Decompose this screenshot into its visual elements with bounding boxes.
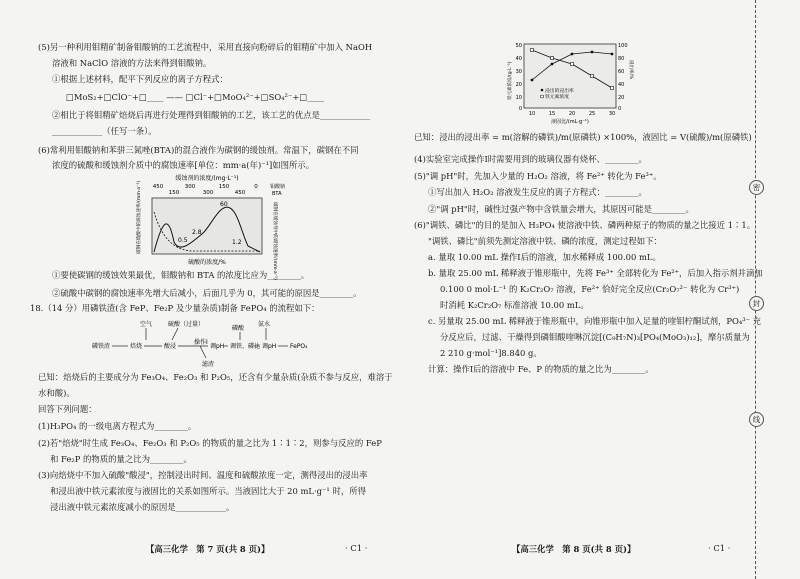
process-flow xyxy=(90,316,340,370)
svg-text:调pH: 调pH xyxy=(210,343,225,350)
text-line: 已知：浸出的浸出率 = m(溶解的磷铁)/m(原磷铁) ×100%，液固比 = V(硫酸)/m(原磷铁) xyxy=(414,132,752,142)
equation-line: □MoS₂+□ClO⁻+□____ —— □Cl⁻+□MoO₄²⁻+□SO₄²⁻+□____ xyxy=(66,92,325,102)
text-line: 水和酸)。 xyxy=(38,388,75,398)
svg-text:300: 300 xyxy=(184,184,196,190)
svg-text:20: 20 xyxy=(618,95,625,101)
svg-text:空气: 空气 xyxy=(140,321,153,328)
svg-text:铁元素浓度/(g·L⁻¹): 铁元素浓度/(g·L⁻¹) xyxy=(508,61,513,100)
text-line: 和 Fe₂P 的物质的量之比为________。 xyxy=(50,454,192,464)
svg-text:50: 50 xyxy=(515,43,522,49)
legend-item: 铁元素浓度 xyxy=(545,95,569,100)
svg-text:滤渣: 滤渣 xyxy=(202,361,215,368)
text-line: 分反应后，过滤、干燥得到磷钼酸喹啉沉淀[(C₉H₇N)₃[PO₄(MoO₃)₁₂]，摩尔质量为 xyxy=(440,332,750,342)
svg-text:调铁、磷比: 调铁、磷比 xyxy=(230,343,261,350)
text-line: (6)"调铁、磷比"的目的是加入 H₃PO₄ 使溶液中铁、磷两种原子的物质的量之比接近 1∶1。 xyxy=(414,220,756,230)
page-code: · C1 · xyxy=(345,543,368,553)
svg-text:浸出率/%: 浸出率/% xyxy=(628,60,633,80)
svg-text:操作Ⅰ: 操作Ⅰ xyxy=(194,339,208,346)
question-18: 18.（14 分）用磷铁渣(含 FeP、Fe₂P 及少量杂质)制备 FePO₄ 的流程如下： xyxy=(30,303,320,313)
svg-text:150: 150 xyxy=(168,190,180,196)
svg-text:300: 300 xyxy=(202,190,214,196)
svg-text:FePO₄: FePO₄ xyxy=(290,343,308,350)
peak-label: 0.5 xyxy=(178,237,188,244)
page-code: · C1 · xyxy=(708,543,731,553)
svg-text:15: 15 xyxy=(548,111,556,117)
svg-text:30: 30 xyxy=(608,111,616,117)
svg-text:10: 10 xyxy=(515,95,522,101)
svg-text:硫酸的浓度/%: 硫酸的浓度/% xyxy=(188,259,226,266)
svg-text:40: 40 xyxy=(515,56,522,62)
svg-text:磷铁渣: 磷铁渣 xyxy=(92,343,111,350)
svg-text:液固比/(mL·g⁻¹): 液固比/(mL·g⁻¹) xyxy=(551,119,589,125)
svg-text:10: 10 xyxy=(528,111,536,117)
svg-text:80: 80 xyxy=(618,56,625,62)
text-line: (5)"调 pH"时，先加入少量的 H₂O₂ 溶液，将 Fe²⁺ 转化为 Fe³⁺。 xyxy=(414,171,662,181)
svg-text:150: 150 xyxy=(218,184,230,190)
text-line: ①根据上述材料，配平下列反应的离子方程式： xyxy=(52,74,228,84)
svg-text:酸浸: 酸浸 xyxy=(164,343,177,350)
text-line: (1)H₃PO₄ 的一级电离方程式为________。 xyxy=(38,421,197,431)
page-7 xyxy=(0,0,395,579)
svg-text:磷酸: 磷酸 xyxy=(232,325,245,332)
text-line: ②相比于将钼精矿焙烧后再进行处理得到钼酸钠的工艺，该工艺的优点是____________ xyxy=(52,110,371,120)
text-line: (5)另一种利用钼精矿制备钼酸钠的工艺流程中，采用直接向粉碎后的钼精矿中加入 NaOH xyxy=(38,42,373,52)
text-line: b. 量取 25.00 mL 稀释液于锥形瓶中，先将 Fe³⁺ 全部转化为 Fe²⁺，后加入指示剂并滴加 xyxy=(428,268,763,278)
text-line: 浓度的硫酸和缓蚀剂介质中的腐蚀速率[单位：mm·a(年)⁻¹]如图所示。 xyxy=(52,160,315,170)
text-line: 浸出液中铁元素浓度减小的原因是____________。 xyxy=(50,502,235,512)
svg-text:0: 0 xyxy=(254,184,258,190)
chart-top-title: 缓蚀剂的浓度/(mg·L⁻¹) xyxy=(175,175,239,182)
seal-line xyxy=(755,0,756,579)
text-line: c. 另量取 25.00 mL 稀释液于锥形瓶中，向锥形瓶中加入足量的喹钼柠酮试剂，PO₄³⁻ 充 xyxy=(428,316,762,326)
svg-text:调pH: 调pH xyxy=(262,343,277,350)
text-line: 溶液和 NaClO 溶液的方法来得到钼酸钠。 xyxy=(52,58,212,68)
svg-text:焙烧: 焙烧 xyxy=(130,343,143,350)
page-8 xyxy=(400,0,763,579)
page-footer: 【高三化学 第 7 页(共 8 页)】 xyxy=(146,544,270,554)
text-line: a. 量取 10.00 mL 操作Ⅰ后的溶液，加水稀释成 100.00 mL。 xyxy=(428,252,661,262)
seal-mark: 线 xyxy=(749,412,764,427)
svg-text:450: 450 xyxy=(234,190,246,196)
leach-chart xyxy=(506,40,636,126)
peak-label: 60 xyxy=(220,201,228,208)
svg-text:25: 25 xyxy=(588,111,596,117)
svg-text:钼酸钠: 钼酸钠 xyxy=(270,184,286,190)
seal-mark: 密 xyxy=(749,180,764,195)
text-line: 计算：操作Ⅰ后的溶液中 Fe、P 的物质的量之比为________。 xyxy=(428,364,654,374)
text-line: 已知：焙烧后的主要成分为 Fe₃O₄、Fe₂O₃ 和 P₂O₅，还含有少量杂质(杂质不参与反应，难溶于 xyxy=(38,372,393,382)
svg-text:氨水: 氨水 xyxy=(258,321,271,328)
svg-text:硫酸（过量）: 硫酸（过量） xyxy=(168,321,205,328)
svg-text:30: 30 xyxy=(515,69,522,75)
text-line: 2 210 g·mol⁻¹]8.840 g。 xyxy=(440,348,542,358)
legend-item: 浸出的浸出率 xyxy=(545,89,574,94)
peak-label: 1.2 xyxy=(232,239,242,246)
text-line: 和浸出液中铁元素浓度与液固比的关系如图所示。当液固比大于 20 mL·g⁻¹ 时，所得 xyxy=(50,486,366,496)
svg-text:450: 450 xyxy=(152,184,164,190)
text-line: ____________（任写一条）。 xyxy=(52,126,157,136)
svg-text:20: 20 xyxy=(515,82,522,88)
svg-text:BTA: BTA xyxy=(272,191,282,197)
page-footer: 【高三化学 第 8 页(共 8 页)】 xyxy=(512,544,636,554)
svg-text:碳钢在缓蚀剂中的腐蚀速率/(mm·a⁻¹): 碳钢在缓蚀剂中的腐蚀速率/(mm·a⁻¹) xyxy=(272,202,277,280)
svg-text:20: 20 xyxy=(568,111,576,117)
text-line: "调铁、磷比"前须先测定溶液中铁、磷的浓度，测定过程如下： xyxy=(428,236,662,246)
text-line: (2)若"焙烧"时生成 Fe₃O₄、Fe₂O₃ 和 P₂O₅ 的物质的量之比为 1∶1∶2，则参与反应的 FeP xyxy=(38,438,382,448)
text-line: 0.100 0 mol·L⁻¹ 的 K₂Cr₂O₇ 溶液，Fe²⁺ 恰好完全反应(Cr₂O₇²⁻ 转化为 Cr³⁺) xyxy=(440,284,740,294)
peak-label: 2.8 xyxy=(192,229,202,236)
svg-text:40: 40 xyxy=(618,82,625,88)
text-line: ①写出加入 H₂O₂ 溶液发生反应的离子方程式：________。 xyxy=(428,187,647,197)
text-line: (6)常利用钼酸钠和苯骈三氮唑(BTA)的混合液作为碳钢的缓蚀剂。常温下，碳钢在不同 xyxy=(38,145,359,155)
svg-text:60: 60 xyxy=(618,69,625,75)
text-line: ②"调 pH"时，碱性过强产物中含铁量会增大，其原因可能是________。 xyxy=(428,204,694,214)
svg-text:碳钢在硫酸中的腐蚀速率/(mm·a⁻¹): 碳钢在硫酸中的腐蚀速率/(mm·a⁻¹) xyxy=(137,180,142,254)
svg-text:0: 0 xyxy=(518,106,522,112)
text-line: 时消耗 K₂Cr₂O₇ 标准溶液 10.00 mL。 xyxy=(440,300,589,310)
text-line: 回答下列问题： xyxy=(38,404,97,414)
seal-mark: 封 xyxy=(749,296,764,311)
text-line: ①要使碳钢的缓蚀效果最优，钼酸钠和 BTA 的浓度比应为________。 xyxy=(52,270,310,280)
text-line: (3)向焙烧中不加入硫酸"酸浸"，控制浸出时间、温度和硫酸浓度一定，测得浸出的浸出率 xyxy=(38,470,368,480)
text-line: (4)实验室完成操作Ⅰ时需要用到的玻璃仪器有烧杯、________。 xyxy=(414,154,647,164)
svg-text:100: 100 xyxy=(618,43,628,49)
text-line: ②硫酸中碳钢的腐蚀速率先增大后减小，后面几乎为 0，其可能的原因是________。 xyxy=(52,288,362,298)
svg-text:0: 0 xyxy=(618,106,622,112)
